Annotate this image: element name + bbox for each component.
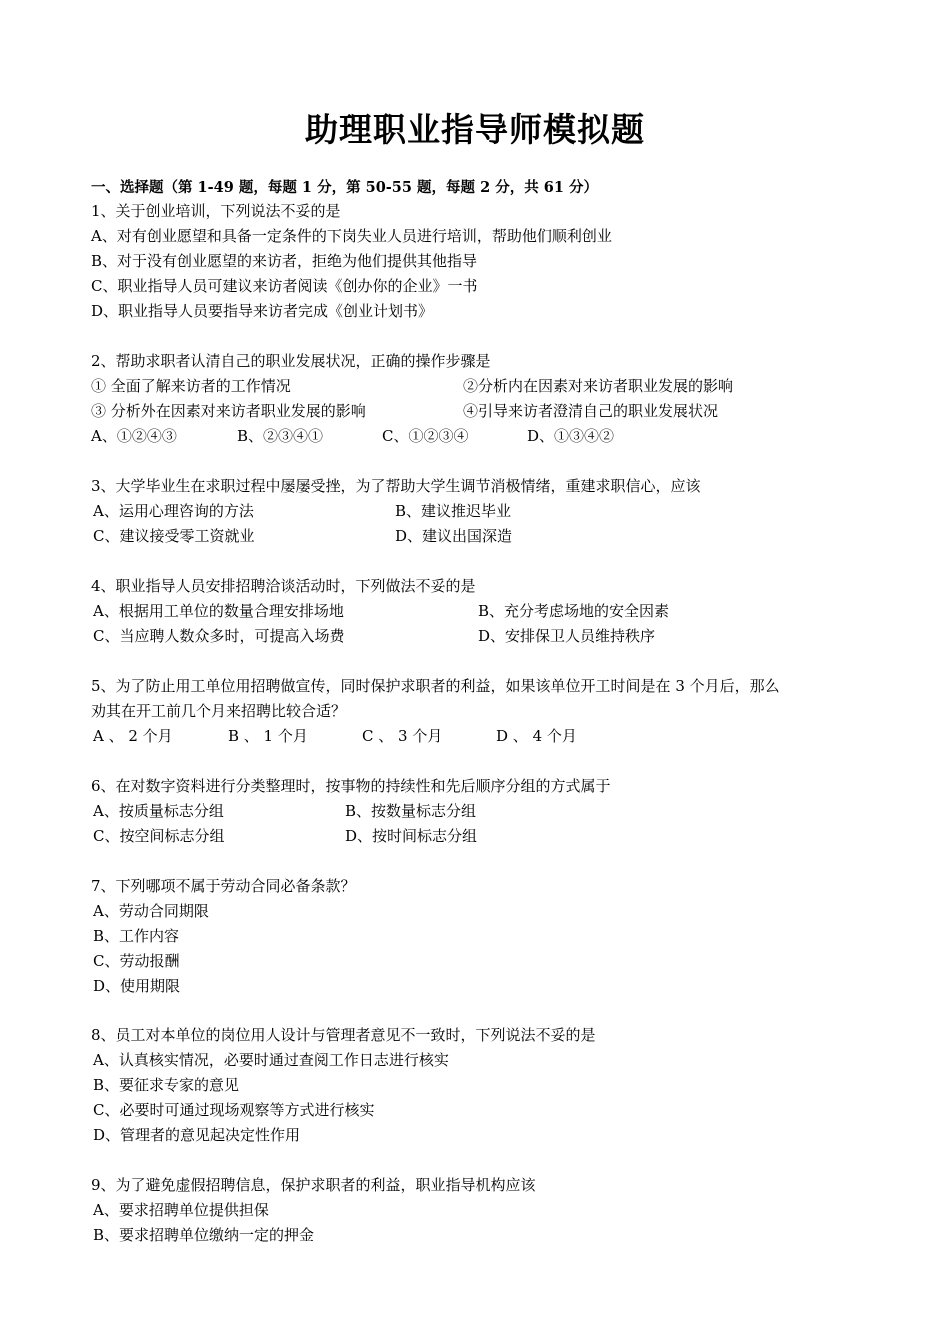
- question-3-option-b: B、建议推迟毕业: [395, 502, 512, 520]
- question-6-option-d: D、按时间标志分组: [345, 827, 478, 845]
- question-5-option-c: C 、 3 个月: [362, 727, 443, 745]
- question-1-option-d: D、职业指导人员要指导来访者完成《创业计划书》: [91, 302, 434, 320]
- question-2-option-a: A、①②④③: [91, 427, 177, 445]
- question-8-option-b: B、要征求专家的意见: [93, 1076, 240, 1094]
- question-2-step-3: ③ 分析外在因素对来访者职业发展的影响: [91, 402, 366, 420]
- question-6-option-a: A、按质量标志分组: [93, 802, 224, 820]
- question-3-option-a: A、运用心理咨询的方法: [93, 502, 254, 520]
- question-8-option-a: A、认真核实情况，必要时通过查阅工作日志进行核实: [93, 1051, 449, 1069]
- question-1-stem: 1、关于创业培训，下列说法不妥的是: [91, 202, 341, 220]
- question-5-option-d: D 、 4 个月: [496, 727, 577, 745]
- question-2-stem: 2、帮助求职者认清自己的职业发展状况，正确的操作步骤是: [91, 352, 491, 370]
- question-9-option-a: A、要求招聘单位提供担保: [93, 1201, 269, 1219]
- question-6-option-c: C、按空间标志分组: [93, 827, 225, 845]
- question-5-option-b: B 、 1 个月: [228, 727, 308, 745]
- question-7-option-c: C、劳动报酬: [93, 952, 180, 970]
- question-4-option-c: C、当应聘人数众多时，可提高入场费: [93, 627, 345, 645]
- question-5-stem: 5、为了防止用工单位用招聘做宣传，同时保护求职者的利益，如果该单位开工时间是在 3 个月后，那么: [91, 677, 780, 695]
- question-7-option-b: B、工作内容: [93, 927, 180, 945]
- document-title: 助理职业指导师模拟题: [305, 110, 645, 149]
- question-8-option-c: C、必要时可通过现场观察等方式进行核实: [93, 1101, 375, 1119]
- section-heading: 一、选择题（第 1-49 题，每题 1 分，第 50-55 题，每题 2 分，共 61 分）: [91, 179, 598, 196]
- question-4-option-d: D、安排保卫人员维持秩序: [478, 627, 656, 645]
- question-2-step-2: ②分析内在因素对来访者职业发展的影响: [463, 377, 734, 395]
- question-9-stem: 9、为了避免虚假招聘信息，保护求职者的利益，职业指导机构应该: [91, 1176, 536, 1194]
- question-7-option-d: D、使用期限: [93, 977, 181, 995]
- question-2-option-b: B、②③④①: [237, 427, 324, 445]
- question-1-option-a: A、对有创业愿望和具备一定条件的下岗失业人员进行培训，帮助他们顺利创业: [91, 227, 612, 245]
- question-3-stem: 3、大学毕业生在求职过程中屡屡受挫，为了帮助大学生调节消极情绪，重建求职信心，应该: [91, 477, 701, 495]
- question-1-option-c: C、职业指导人员可建议来访者阅读《创办你的企业》一书: [91, 277, 478, 295]
- question-5-option-a: A 、 2 个月: [93, 727, 173, 745]
- question-4-option-a: A、根据用工单位的数量合理安排场地: [93, 602, 344, 620]
- question-9-option-b: B、要求招聘单位缴纳一定的押金: [93, 1226, 315, 1244]
- question-8-stem: 8、员工对本单位的岗位用人设计与管理者意见不一致时，下列说法不妥的是: [91, 1026, 596, 1044]
- question-7-stem: 7、下列哪项不属于劳动合同必备条款？: [91, 877, 356, 895]
- question-3-option-d: D、建议出国深造: [395, 527, 513, 545]
- question-3-option-c: C、建议接受零工资就业: [93, 527, 255, 545]
- question-4-stem: 4、职业指导人员安排招聘洽谈活动时，下列做法不妥的是: [91, 577, 476, 595]
- question-2-step-4: ④引导来访者澄清自己的职业发展状况: [463, 402, 719, 420]
- question-5-stem-continued: 劝其在开工前几个月来招聘比较合适？: [91, 702, 347, 720]
- question-2-option-d: D、①③④②: [527, 427, 615, 445]
- question-1-option-b: B、对于没有创业愿望的来访者，拒绝为他们提供其他指导: [91, 252, 478, 270]
- question-4-option-b: B、充分考虑场地的安全因素: [478, 602, 670, 620]
- question-2-option-c: C、①②③④: [382, 427, 469, 445]
- question-7-option-a: A、劳动合同期限: [93, 902, 209, 920]
- question-6-stem: 6、在对数字资料进行分类整理时，按事物的持续性和先后顺序分组的方式属于: [91, 777, 611, 795]
- question-8-option-d: D、管理者的意见起决定性作用: [93, 1126, 301, 1144]
- question-6-option-b: B、按数量标志分组: [345, 802, 477, 820]
- question-2-step-1: ① 全面了解来访者的工作情况: [91, 377, 291, 395]
